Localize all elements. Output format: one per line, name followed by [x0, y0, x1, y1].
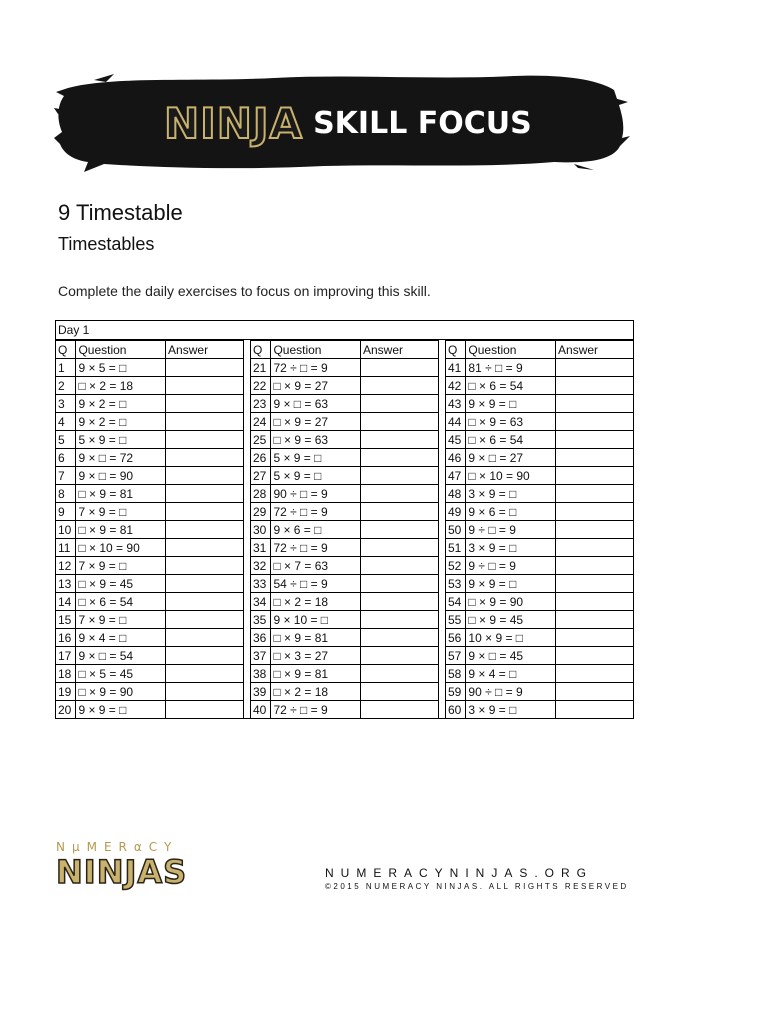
question-number: 27 — [251, 467, 271, 485]
question-text: 9 × □ = 90 — [76, 467, 166, 485]
answer-cell[interactable] — [360, 701, 438, 719]
answer-cell[interactable] — [166, 575, 243, 593]
header-question: Question — [466, 341, 556, 359]
table-row — [251, 413, 438, 431]
question-text: □ × 9 = 27 — [271, 413, 361, 431]
question-number: 52 — [446, 557, 466, 575]
answer-cell[interactable] — [166, 539, 243, 557]
answer-cell[interactable] — [556, 395, 633, 413]
table-row — [251, 611, 438, 629]
answer-cell[interactable] — [360, 359, 438, 377]
question-number: 15 — [56, 611, 76, 629]
answer-cell[interactable] — [166, 683, 243, 701]
question-text: □ × 3 = 27 — [271, 647, 361, 665]
answer-cell[interactable] — [166, 449, 243, 467]
answer-cell[interactable] — [166, 503, 243, 521]
table-row — [446, 701, 633, 719]
question-text: 72 ÷ □ = 9 — [271, 539, 361, 557]
question-text: 9 × 2 = □ — [76, 413, 166, 431]
question-text: □ × 9 = 81 — [76, 485, 166, 503]
question-text: 9 × 9 = □ — [76, 701, 166, 719]
question-text: 7 × 9 = □ — [76, 611, 166, 629]
question-text: □ × 2 = 18 — [76, 377, 166, 395]
question-text: 7 × 9 = □ — [76, 557, 166, 575]
table-row — [56, 431, 243, 449]
answer-cell[interactable] — [166, 647, 243, 665]
answer-cell[interactable] — [556, 377, 633, 395]
table-row — [251, 467, 438, 485]
question-blocks — [56, 340, 633, 718]
column-header-row — [251, 341, 438, 359]
answer-cell[interactable] — [166, 701, 243, 719]
answer-cell[interactable] — [360, 395, 438, 413]
table-row — [446, 683, 633, 701]
question-text: 72 ÷ □ = 9 — [271, 359, 361, 377]
table-row — [446, 503, 633, 521]
block-divider — [243, 340, 251, 718]
table-row — [446, 575, 633, 593]
question-text: □ × 9 = 63 — [466, 413, 556, 431]
question-number: 45 — [446, 431, 466, 449]
day-label: Day 1 — [56, 321, 633, 340]
question-text: 3 × 9 = □ — [466, 485, 556, 503]
question-number: 40 — [251, 701, 271, 719]
page-title: 9 Timestable — [58, 200, 183, 225]
header-answer: Answer — [360, 341, 438, 359]
answer-cell[interactable] — [360, 629, 438, 647]
answer-cell[interactable] — [360, 665, 438, 683]
footer-copyright: ©2015 NUMERACY NINJAS. ALL RIGHTS RESERVED — [325, 882, 629, 891]
table-row — [251, 359, 438, 377]
answer-cell[interactable] — [360, 377, 438, 395]
answer-cell[interactable] — [166, 521, 243, 539]
question-text: 5 × 9 = □ — [271, 467, 361, 485]
question-text: 9 × 4 = □ — [76, 629, 166, 647]
question-text: □ × 9 = 45 — [466, 611, 556, 629]
answer-cell[interactable] — [556, 701, 633, 719]
header-answer: Answer — [556, 341, 633, 359]
answer-cell[interactable] — [360, 611, 438, 629]
header-question: Question — [76, 341, 166, 359]
question-number: 60 — [446, 701, 466, 719]
answer-cell[interactable] — [360, 575, 438, 593]
answer-cell[interactable] — [360, 539, 438, 557]
table-row — [251, 701, 438, 719]
table-row — [446, 647, 633, 665]
table-row — [56, 521, 243, 539]
question-number: 37 — [251, 647, 271, 665]
table-row — [446, 557, 633, 575]
table-row — [56, 467, 243, 485]
answer-cell[interactable] — [360, 557, 438, 575]
question-text: 9 × 6 = □ — [466, 503, 556, 521]
question-text: 9 × □ = 72 — [76, 449, 166, 467]
question-text: 9 × □ = 63 — [271, 395, 361, 413]
answer-cell[interactable] — [556, 467, 633, 485]
question-text: □ × 9 = 27 — [271, 377, 361, 395]
question-text: 5 × 9 = □ — [76, 431, 166, 449]
table-row — [56, 629, 243, 647]
question-number: 9 — [56, 503, 76, 521]
block-divider — [438, 340, 446, 718]
answer-cell[interactable] — [556, 449, 633, 467]
question-text: 72 ÷ □ = 9 — [271, 701, 361, 719]
question-text: 9 ÷ □ = 9 — [466, 557, 556, 575]
table-row — [56, 503, 243, 521]
answer-cell[interactable] — [166, 485, 243, 503]
question-text: 9 × 2 = □ — [76, 395, 166, 413]
question-number: 10 — [56, 521, 76, 539]
question-text: □ × 9 = 81 — [271, 665, 361, 683]
question-text: 9 × 9 = □ — [466, 575, 556, 593]
table-row — [56, 449, 243, 467]
answer-cell[interactable] — [360, 683, 438, 701]
header-q: Q — [251, 341, 271, 359]
question-number: 43 — [446, 395, 466, 413]
answer-cell[interactable] — [556, 593, 633, 611]
question-number: 17 — [56, 647, 76, 665]
question-number: 11 — [56, 539, 76, 557]
banner-brand: NINJA — [164, 98, 304, 148]
question-number: 24 — [251, 413, 271, 431]
table-row — [446, 359, 633, 377]
answer-cell[interactable] — [360, 431, 438, 449]
table-row — [56, 377, 243, 395]
table-row — [56, 665, 243, 683]
table-row — [251, 485, 438, 503]
header-question: Question — [271, 341, 361, 359]
footer-website: NUMERACYNINJAS.ORG — [325, 866, 594, 880]
column-header-row — [446, 341, 633, 359]
question-number: 58 — [446, 665, 466, 683]
answer-cell[interactable] — [556, 683, 633, 701]
table-row — [446, 449, 633, 467]
question-text: 9 ÷ □ = 9 — [466, 521, 556, 539]
table-row — [251, 665, 438, 683]
table-row — [56, 557, 243, 575]
question-text: □ × 9 = 90 — [466, 593, 556, 611]
answer-cell[interactable] — [556, 431, 633, 449]
question-number: 5 — [56, 431, 76, 449]
table-row — [56, 485, 243, 503]
question-number: 29 — [251, 503, 271, 521]
question-number: 26 — [251, 449, 271, 467]
answer-cell[interactable] — [556, 521, 633, 539]
question-text: □ × 7 = 63 — [271, 557, 361, 575]
table-row — [446, 431, 633, 449]
table-row — [251, 431, 438, 449]
question-number: 16 — [56, 629, 76, 647]
question-text: □ × 9 = 45 — [76, 575, 166, 593]
question-number: 50 — [446, 521, 466, 539]
question-number: 44 — [446, 413, 466, 431]
answer-cell[interactable] — [556, 503, 633, 521]
table-row — [446, 665, 633, 683]
answer-cell[interactable] — [556, 647, 633, 665]
table-row — [251, 683, 438, 701]
question-number: 49 — [446, 503, 466, 521]
question-number: 2 — [56, 377, 76, 395]
footer-logo — [56, 840, 196, 900]
answer-cell[interactable] — [166, 377, 243, 395]
answer-cell[interactable] — [360, 647, 438, 665]
question-number: 55 — [446, 611, 466, 629]
question-text: 9 × 10 = □ — [271, 611, 361, 629]
table-row — [56, 701, 243, 719]
question-number: 36 — [251, 629, 271, 647]
question-number: 42 — [446, 377, 466, 395]
answer-cell[interactable] — [166, 431, 243, 449]
answer-cell[interactable] — [556, 539, 633, 557]
answer-cell[interactable] — [360, 521, 438, 539]
question-number: 31 — [251, 539, 271, 557]
question-number: 33 — [251, 575, 271, 593]
question-number: 1 — [56, 359, 76, 377]
question-number: 59 — [446, 683, 466, 701]
question-number: 35 — [251, 611, 271, 629]
header-q: Q — [56, 341, 76, 359]
table-row — [446, 539, 633, 557]
header-banner — [54, 68, 630, 180]
answer-cell[interactable] — [556, 629, 633, 647]
question-number: 39 — [251, 683, 271, 701]
answer-cell[interactable] — [166, 413, 243, 431]
answer-cell[interactable] — [556, 611, 633, 629]
answer-cell[interactable] — [166, 359, 243, 377]
table-row — [446, 521, 633, 539]
answer-cell[interactable] — [360, 503, 438, 521]
table-row — [446, 593, 633, 611]
question-number: 47 — [446, 467, 466, 485]
table-row — [251, 593, 438, 611]
question-text: 90 ÷ □ = 9 — [271, 485, 361, 503]
question-number: 14 — [56, 593, 76, 611]
question-number: 48 — [446, 485, 466, 503]
table-row — [56, 593, 243, 611]
answer-cell[interactable] — [166, 611, 243, 629]
answer-cell[interactable] — [166, 467, 243, 485]
question-text: 7 × 9 = □ — [76, 503, 166, 521]
table-row — [251, 377, 438, 395]
answer-cell[interactable] — [556, 575, 633, 593]
table-row — [56, 683, 243, 701]
table-row — [251, 539, 438, 557]
question-number: 23 — [251, 395, 271, 413]
table-row — [56, 575, 243, 593]
question-number: 18 — [56, 665, 76, 683]
table-row — [251, 395, 438, 413]
question-number: 46 — [446, 449, 466, 467]
question-text: □ × 9 = 63 — [271, 431, 361, 449]
question-text: 9 × □ = 54 — [76, 647, 166, 665]
question-number: 7 — [56, 467, 76, 485]
answer-cell[interactable] — [166, 629, 243, 647]
answer-cell[interactable] — [166, 665, 243, 683]
question-text: 9 × □ = 27 — [466, 449, 556, 467]
question-number: 20 — [56, 701, 76, 719]
answer-cell[interactable] — [556, 665, 633, 683]
question-number: 3 — [56, 395, 76, 413]
table-row — [251, 575, 438, 593]
banner-tagline: SKILL FOCUS — [313, 105, 532, 141]
question-text: □ × 9 = 81 — [76, 521, 166, 539]
table-row — [446, 413, 633, 431]
table-row — [56, 413, 243, 431]
question-text: 9 × □ = 45 — [466, 647, 556, 665]
question-number: 4 — [56, 413, 76, 431]
question-text: 54 ÷ □ = 9 — [271, 575, 361, 593]
question-number: 30 — [251, 521, 271, 539]
question-text: 5 × 9 = □ — [271, 449, 361, 467]
question-number: 57 — [446, 647, 466, 665]
question-number: 34 — [251, 593, 271, 611]
question-text: □ × 10 = 90 — [466, 467, 556, 485]
answer-cell[interactable] — [360, 467, 438, 485]
question-number: 53 — [446, 575, 466, 593]
table-row — [446, 611, 633, 629]
question-text: 10 × 9 = □ — [466, 629, 556, 647]
answer-cell[interactable] — [166, 557, 243, 575]
question-text: 72 ÷ □ = 9 — [271, 503, 361, 521]
table-row — [446, 467, 633, 485]
question-text: 9 × 6 = □ — [271, 521, 361, 539]
question-number: 8 — [56, 485, 76, 503]
header-q: Q — [446, 341, 466, 359]
answer-cell[interactable] — [360, 413, 438, 431]
answer-cell[interactable] — [556, 413, 633, 431]
table-row — [56, 611, 243, 629]
answer-cell[interactable] — [360, 593, 438, 611]
table-row — [446, 395, 633, 413]
question-number: 13 — [56, 575, 76, 593]
table-row — [251, 449, 438, 467]
question-number: 21 — [251, 359, 271, 377]
question-text: □ × 6 = 54 — [466, 431, 556, 449]
question-text: 81 ÷ □ = 9 — [466, 359, 556, 377]
table-row — [251, 521, 438, 539]
question-number: 25 — [251, 431, 271, 449]
question-text: □ × 2 = 18 — [271, 593, 361, 611]
header-answer: Answer — [166, 341, 243, 359]
answer-cell[interactable] — [360, 449, 438, 467]
table-row — [56, 647, 243, 665]
logo-tagline: NμMERαCY — [56, 840, 179, 854]
question-number: 22 — [251, 377, 271, 395]
question-number: 12 — [56, 557, 76, 575]
table-row — [446, 485, 633, 503]
question-block — [251, 340, 438, 718]
question-text: 9 × 4 = □ — [466, 665, 556, 683]
question-number: 41 — [446, 359, 466, 377]
question-text: □ × 6 = 54 — [76, 593, 166, 611]
table-row — [56, 539, 243, 557]
question-number: 32 — [251, 557, 271, 575]
page-subtitle: Timestables — [58, 234, 155, 254]
question-text: 3 × 9 = □ — [466, 701, 556, 719]
question-text: □ × 6 = 54 — [466, 377, 556, 395]
question-number: 28 — [251, 485, 271, 503]
exercise-sheet — [55, 320, 634, 719]
question-text: 90 ÷ □ = 9 — [466, 683, 556, 701]
answer-cell[interactable] — [556, 485, 633, 503]
table-row — [446, 377, 633, 395]
question-text: □ × 5 = 45 — [76, 665, 166, 683]
answer-cell[interactable] — [556, 557, 633, 575]
answer-cell[interactable] — [166, 395, 243, 413]
table-row — [251, 647, 438, 665]
logo-name: NINJAS — [56, 853, 188, 891]
question-text: 9 × 5 = □ — [76, 359, 166, 377]
question-number: 51 — [446, 539, 466, 557]
instructions-text: Complete the daily exercises to focus on improving this skill. — [58, 283, 431, 299]
table-row — [251, 503, 438, 521]
question-text: □ × 2 = 18 — [271, 683, 361, 701]
question-number: 38 — [251, 665, 271, 683]
question-number: 19 — [56, 683, 76, 701]
question-text: □ × 9 = 90 — [76, 683, 166, 701]
table-row — [56, 359, 243, 377]
banner-title — [164, 98, 532, 148]
question-text: 9 × 9 = □ — [466, 395, 556, 413]
question-number: 6 — [56, 449, 76, 467]
question-text: □ × 9 = 81 — [271, 629, 361, 647]
question-text: □ × 10 = 90 — [76, 539, 166, 557]
column-header-row — [56, 341, 243, 359]
question-block — [446, 340, 633, 718]
question-text: 3 × 9 = □ — [466, 539, 556, 557]
question-number: 56 — [446, 629, 466, 647]
answer-cell[interactable] — [360, 485, 438, 503]
table-row — [446, 629, 633, 647]
answer-cell[interactable] — [166, 593, 243, 611]
table-row — [251, 629, 438, 647]
table-row — [56, 395, 243, 413]
answer-cell[interactable] — [556, 359, 633, 377]
question-number: 54 — [446, 593, 466, 611]
question-block — [56, 340, 243, 718]
table-row — [251, 557, 438, 575]
